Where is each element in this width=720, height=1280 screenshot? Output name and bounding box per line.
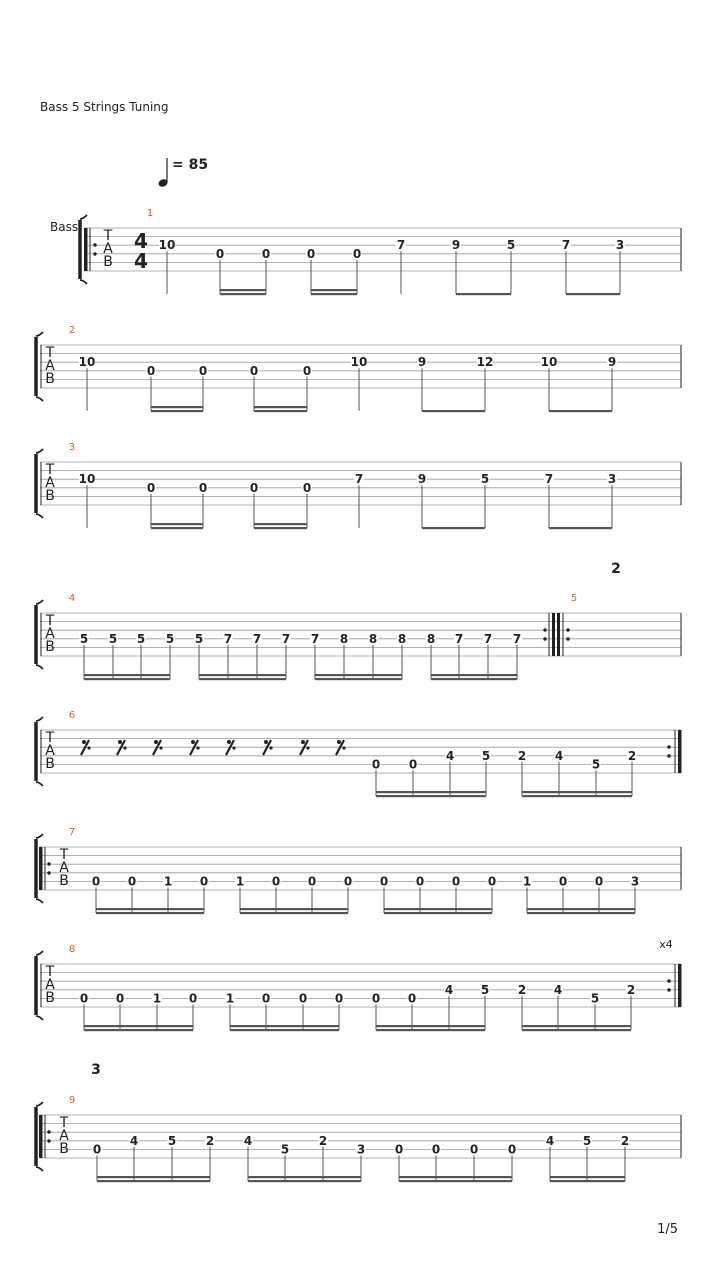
fret-number: 0 bbox=[394, 1142, 404, 1157]
fret-number: 5 bbox=[480, 982, 490, 997]
repeat-dot bbox=[667, 754, 670, 757]
fret-number: 7 bbox=[396, 238, 406, 253]
note-beam bbox=[151, 523, 203, 525]
note-beam bbox=[248, 1176, 361, 1178]
slash-rest-dot bbox=[191, 740, 195, 744]
fret-number: 0 bbox=[127, 874, 137, 889]
fret-number: 3 bbox=[630, 874, 640, 889]
repeat-start-thick-bar bbox=[39, 1115, 43, 1158]
repeat-dot bbox=[47, 862, 50, 865]
note-beam bbox=[199, 678, 286, 680]
fret-number: 0 bbox=[343, 874, 353, 889]
tab-letter-a: A bbox=[45, 977, 55, 993]
fret-number: 0 bbox=[431, 1142, 441, 1157]
note-beam bbox=[376, 795, 486, 797]
note-beam bbox=[550, 1176, 625, 1178]
fret-number: 0 bbox=[407, 991, 417, 1006]
bracket-top-hook bbox=[80, 215, 87, 219]
note-beam bbox=[84, 674, 170, 676]
tab-letter-a: A bbox=[45, 626, 55, 642]
tab-letter-t: T bbox=[45, 613, 55, 629]
fret-number: 5 bbox=[591, 757, 601, 772]
repeat-dot bbox=[667, 988, 670, 991]
repeat-dot bbox=[47, 871, 50, 874]
fret-number: 5 bbox=[194, 631, 204, 646]
fret-number: 0 bbox=[271, 874, 281, 889]
repeat-dot bbox=[667, 979, 670, 982]
bracket-top-hook bbox=[36, 332, 43, 336]
slash-rest-dot bbox=[82, 740, 86, 744]
fret-number: 0 bbox=[302, 480, 312, 495]
bracket-bottom-hook bbox=[36, 397, 43, 401]
note-beam bbox=[522, 1029, 631, 1031]
tab-letter-a: A bbox=[59, 1128, 69, 1144]
tab-letter-b: B bbox=[45, 639, 55, 655]
fret-number: 0 bbox=[198, 363, 208, 378]
bracket-top-hook bbox=[36, 717, 43, 721]
repeat-dot bbox=[543, 637, 546, 640]
fret-number: 5 bbox=[480, 472, 490, 487]
fret-number: 0 bbox=[249, 363, 259, 378]
fret-number: 5 bbox=[79, 631, 89, 646]
slash-rest-dot bbox=[269, 746, 272, 749]
note-beam bbox=[399, 1180, 512, 1182]
note-beam bbox=[97, 1176, 210, 1178]
fret-number: 3 bbox=[607, 472, 617, 487]
note-beam bbox=[84, 1025, 193, 1027]
tab-letter-a: A bbox=[59, 860, 69, 876]
note-beam bbox=[96, 912, 204, 914]
fret-number: 0 bbox=[249, 480, 259, 495]
bracket-bottom-hook bbox=[36, 665, 43, 669]
note-beam bbox=[522, 1025, 631, 1027]
fret-number: 4 bbox=[129, 1133, 139, 1148]
fret-number: 0 bbox=[408, 757, 418, 772]
fret-number: 0 bbox=[146, 363, 156, 378]
note-beam bbox=[422, 527, 485, 529]
fret-number: 0 bbox=[594, 874, 604, 889]
fret-number: 0 bbox=[115, 991, 125, 1006]
repeat-dot bbox=[566, 628, 569, 631]
time-signature-bottom: 4 bbox=[134, 249, 148, 273]
note-beam bbox=[220, 289, 266, 291]
fret-number: 1 bbox=[235, 874, 245, 889]
measure-number: 5 bbox=[570, 593, 578, 604]
measure-number: 6 bbox=[68, 710, 76, 721]
fret-number: 5 bbox=[506, 238, 516, 253]
bracket-top-hook bbox=[36, 600, 43, 604]
fret-number: 0 bbox=[469, 1142, 479, 1157]
note-beam bbox=[254, 406, 307, 408]
slash-rest-dot bbox=[227, 740, 231, 744]
repeat-start-thick-bar bbox=[557, 613, 560, 656]
bracket-bottom-hook bbox=[36, 514, 43, 518]
fret-number: 2 bbox=[626, 982, 636, 997]
fret-number: 5 bbox=[167, 1133, 177, 1148]
measure-number: 9 bbox=[68, 1095, 76, 1106]
tab-letter-b: B bbox=[45, 990, 55, 1006]
note-beam bbox=[96, 908, 204, 910]
tab-letter-a: A bbox=[45, 743, 55, 759]
measure-number: 2 bbox=[68, 325, 76, 336]
note-beam bbox=[254, 410, 307, 412]
slash-rest-dot bbox=[306, 746, 309, 749]
fret-number: 7 bbox=[454, 631, 464, 646]
fret-number: 2 bbox=[205, 1133, 215, 1148]
bracket-bottom-hook bbox=[36, 1016, 43, 1020]
repeat-dot bbox=[93, 243, 96, 246]
fret-number: 7 bbox=[561, 238, 571, 253]
fret-number: 2 bbox=[627, 748, 637, 763]
tab-letter-b: B bbox=[59, 873, 69, 889]
note-beam bbox=[384, 908, 492, 910]
tab-letter-b: B bbox=[103, 254, 113, 270]
slash-rest-dot bbox=[154, 740, 158, 744]
note-beam bbox=[220, 293, 266, 295]
note-beam bbox=[456, 293, 511, 295]
fret-number: 8 bbox=[397, 631, 407, 646]
fret-number: 10 bbox=[350, 355, 368, 370]
repeat-start-thick-bar bbox=[39, 847, 43, 890]
fret-number: 0 bbox=[306, 246, 316, 261]
note-beam bbox=[566, 293, 620, 295]
fret-number: 4 bbox=[553, 982, 563, 997]
time-signature-top: 4 bbox=[134, 229, 148, 253]
slash-rest-dot bbox=[123, 746, 126, 749]
tab-letter-t: T bbox=[59, 847, 69, 863]
fret-number: 0 bbox=[379, 874, 389, 889]
tab-letter-b: B bbox=[59, 1141, 69, 1157]
bracket-bottom-hook bbox=[36, 1167, 43, 1171]
fret-number: 10 bbox=[78, 355, 96, 370]
bracket-bottom-hook bbox=[80, 280, 87, 284]
repeat-end-thick-bar bbox=[552, 613, 555, 656]
note-beam bbox=[431, 674, 517, 676]
note-beam bbox=[549, 410, 612, 412]
fret-number: 0 bbox=[451, 874, 461, 889]
slash-rest-dot bbox=[118, 740, 122, 744]
tab-letter-t: T bbox=[59, 1115, 69, 1131]
fret-number: 0 bbox=[261, 246, 271, 261]
fret-number: 0 bbox=[307, 874, 317, 889]
repeat-dot bbox=[667, 745, 670, 748]
note-beam bbox=[384, 912, 492, 914]
fret-number: 4 bbox=[444, 982, 454, 997]
fret-number: 5 bbox=[582, 1133, 592, 1148]
slash-rest-dot bbox=[337, 740, 341, 744]
fret-number: 0 bbox=[507, 1142, 517, 1157]
note-beam bbox=[151, 410, 203, 412]
fret-number: 0 bbox=[215, 246, 225, 261]
fret-number: 7 bbox=[281, 631, 291, 646]
fret-number: 7 bbox=[483, 631, 493, 646]
slash-rest-dot bbox=[232, 746, 235, 749]
instrument-label: Bass bbox=[50, 220, 79, 234]
page-number: 1/5 bbox=[657, 1222, 678, 1237]
repeat-count: 2 bbox=[611, 561, 621, 577]
fret-number: 0 bbox=[92, 1142, 102, 1157]
note-beam bbox=[527, 908, 635, 910]
note-beam bbox=[311, 289, 357, 291]
fret-number: 10 bbox=[158, 238, 176, 253]
bracket-top-hook bbox=[36, 951, 43, 955]
note-beam bbox=[230, 1029, 339, 1031]
note-beam bbox=[240, 908, 348, 910]
bracket-bottom-hook bbox=[36, 899, 43, 903]
note-beam bbox=[376, 1029, 485, 1031]
slash-rest-dot bbox=[196, 746, 199, 749]
note-beam bbox=[376, 791, 486, 793]
measure-number: 4 bbox=[68, 593, 76, 604]
note-beam bbox=[399, 1176, 512, 1178]
fret-number: 12 bbox=[476, 355, 494, 370]
note-beam bbox=[311, 293, 357, 295]
note-beam bbox=[248, 1180, 361, 1182]
fret-number: 9 bbox=[417, 355, 427, 370]
fret-number: 7 bbox=[512, 631, 522, 646]
tab-letter-b: B bbox=[45, 371, 55, 387]
fret-number: 0 bbox=[261, 991, 271, 1006]
fret-number: 0 bbox=[91, 874, 101, 889]
fret-number: 7 bbox=[252, 631, 262, 646]
slash-rest-dot bbox=[159, 746, 162, 749]
fret-number: 4 bbox=[554, 748, 564, 763]
note-beam bbox=[422, 410, 485, 412]
bracket-top-hook bbox=[36, 1102, 43, 1106]
repeat-dot bbox=[47, 1139, 50, 1142]
tab-letter-a: A bbox=[45, 358, 55, 374]
tab-letter-a: A bbox=[45, 475, 55, 491]
note-beam bbox=[550, 1180, 625, 1182]
fret-number: 0 bbox=[352, 246, 362, 261]
slash-rest-dot bbox=[301, 740, 305, 744]
tempo-text: = 85 bbox=[172, 157, 209, 173]
note-beam bbox=[315, 678, 402, 680]
measure-number: 1 bbox=[146, 208, 154, 219]
fret-number: 8 bbox=[368, 631, 378, 646]
fret-number: 4 bbox=[243, 1133, 253, 1148]
fret-number: 1 bbox=[225, 991, 235, 1006]
fret-number: 10 bbox=[540, 355, 558, 370]
note-beam bbox=[522, 795, 632, 797]
fret-number: 0 bbox=[188, 991, 198, 1006]
fret-number: 0 bbox=[298, 991, 308, 1006]
repeat-dot bbox=[543, 628, 546, 631]
fret-number: 0 bbox=[415, 874, 425, 889]
note-beam bbox=[97, 1180, 210, 1182]
bracket-bottom-hook bbox=[36, 782, 43, 786]
fret-number: 2 bbox=[517, 982, 527, 997]
fret-number: 5 bbox=[165, 631, 175, 646]
note-beam bbox=[230, 1025, 339, 1027]
fret-number: 3 bbox=[615, 238, 625, 253]
fret-number: 9 bbox=[417, 472, 427, 487]
note-beam bbox=[376, 1025, 485, 1027]
tab-letter-b: B bbox=[45, 756, 55, 772]
fret-number: 0 bbox=[146, 480, 156, 495]
note-beam bbox=[549, 527, 612, 529]
slash-rest-dot bbox=[264, 740, 268, 744]
repeat-dot bbox=[566, 637, 569, 640]
fret-number: 2 bbox=[517, 748, 527, 763]
note-beam bbox=[151, 406, 203, 408]
note-beam bbox=[254, 523, 307, 525]
slash-rest-dot bbox=[342, 746, 345, 749]
fret-number: 5 bbox=[136, 631, 146, 646]
fret-number: 0 bbox=[79, 991, 89, 1006]
tab-letter-b: B bbox=[45, 488, 55, 504]
repeat-times: x4 bbox=[659, 938, 673, 951]
fret-number: 1 bbox=[152, 991, 162, 1006]
note-beam bbox=[84, 1029, 193, 1031]
note-beam bbox=[199, 674, 286, 676]
fret-number: 0 bbox=[487, 874, 497, 889]
fret-number: 0 bbox=[198, 480, 208, 495]
note-beam bbox=[431, 678, 517, 680]
tab-letter-t: T bbox=[45, 462, 55, 478]
fret-number: 0 bbox=[371, 991, 381, 1006]
measure-number: 7 bbox=[68, 827, 76, 838]
note-beam bbox=[254, 527, 307, 529]
bracket-top-hook bbox=[36, 449, 43, 453]
fret-number: 5 bbox=[108, 631, 118, 646]
note-beam bbox=[84, 678, 170, 680]
repeat-end-thick-bar bbox=[678, 964, 682, 1007]
note-beam bbox=[527, 912, 635, 914]
repeat-end-thick-bar bbox=[678, 730, 682, 773]
fret-number: 1 bbox=[522, 874, 532, 889]
slash-rest-dot bbox=[87, 746, 90, 749]
fret-number: 9 bbox=[607, 355, 617, 370]
fret-number: 8 bbox=[339, 631, 349, 646]
fret-number: 7 bbox=[354, 472, 364, 487]
measure-number: 3 bbox=[68, 442, 76, 453]
fret-number: 0 bbox=[302, 363, 312, 378]
fret-number: 5 bbox=[590, 991, 600, 1006]
fret-number: 7 bbox=[544, 472, 554, 487]
fret-number: 10 bbox=[78, 472, 96, 487]
fret-number: 5 bbox=[481, 748, 491, 763]
fret-number: 0 bbox=[558, 874, 568, 889]
tab-letter-t: T bbox=[45, 964, 55, 980]
fret-number: 0 bbox=[199, 874, 209, 889]
tab-letter-a: A bbox=[103, 241, 113, 257]
tuning-label: Bass 5 Strings Tuning bbox=[40, 100, 169, 114]
fret-number: 2 bbox=[620, 1133, 630, 1148]
tab-letter-t: T bbox=[45, 345, 55, 361]
section-number: 3 bbox=[91, 1062, 101, 1078]
fret-number: 2 bbox=[318, 1133, 328, 1148]
fret-number: 7 bbox=[223, 631, 233, 646]
repeat-start-thick-bar bbox=[84, 228, 88, 271]
note-beam bbox=[240, 912, 348, 914]
fret-number: 9 bbox=[451, 238, 461, 253]
tab-letter-t: T bbox=[45, 730, 55, 746]
repeat-dot bbox=[47, 1130, 50, 1133]
note-beam bbox=[315, 674, 402, 676]
fret-number: 4 bbox=[445, 748, 455, 763]
fret-number: 1 bbox=[163, 874, 173, 889]
fret-number: 3 bbox=[356, 1142, 366, 1157]
fret-number: 4 bbox=[545, 1133, 555, 1148]
note-beam bbox=[522, 791, 632, 793]
tab-letter-t: T bbox=[103, 228, 113, 244]
fret-number: 5 bbox=[280, 1142, 290, 1157]
fret-number: 8 bbox=[426, 631, 436, 646]
bracket-top-hook bbox=[36, 834, 43, 838]
repeat-dot bbox=[93, 252, 96, 255]
fret-number: 0 bbox=[334, 991, 344, 1006]
measure-number: 8 bbox=[68, 944, 76, 955]
note-beam bbox=[151, 527, 203, 529]
fret-number: 0 bbox=[371, 757, 381, 772]
fret-number: 7 bbox=[310, 631, 320, 646]
